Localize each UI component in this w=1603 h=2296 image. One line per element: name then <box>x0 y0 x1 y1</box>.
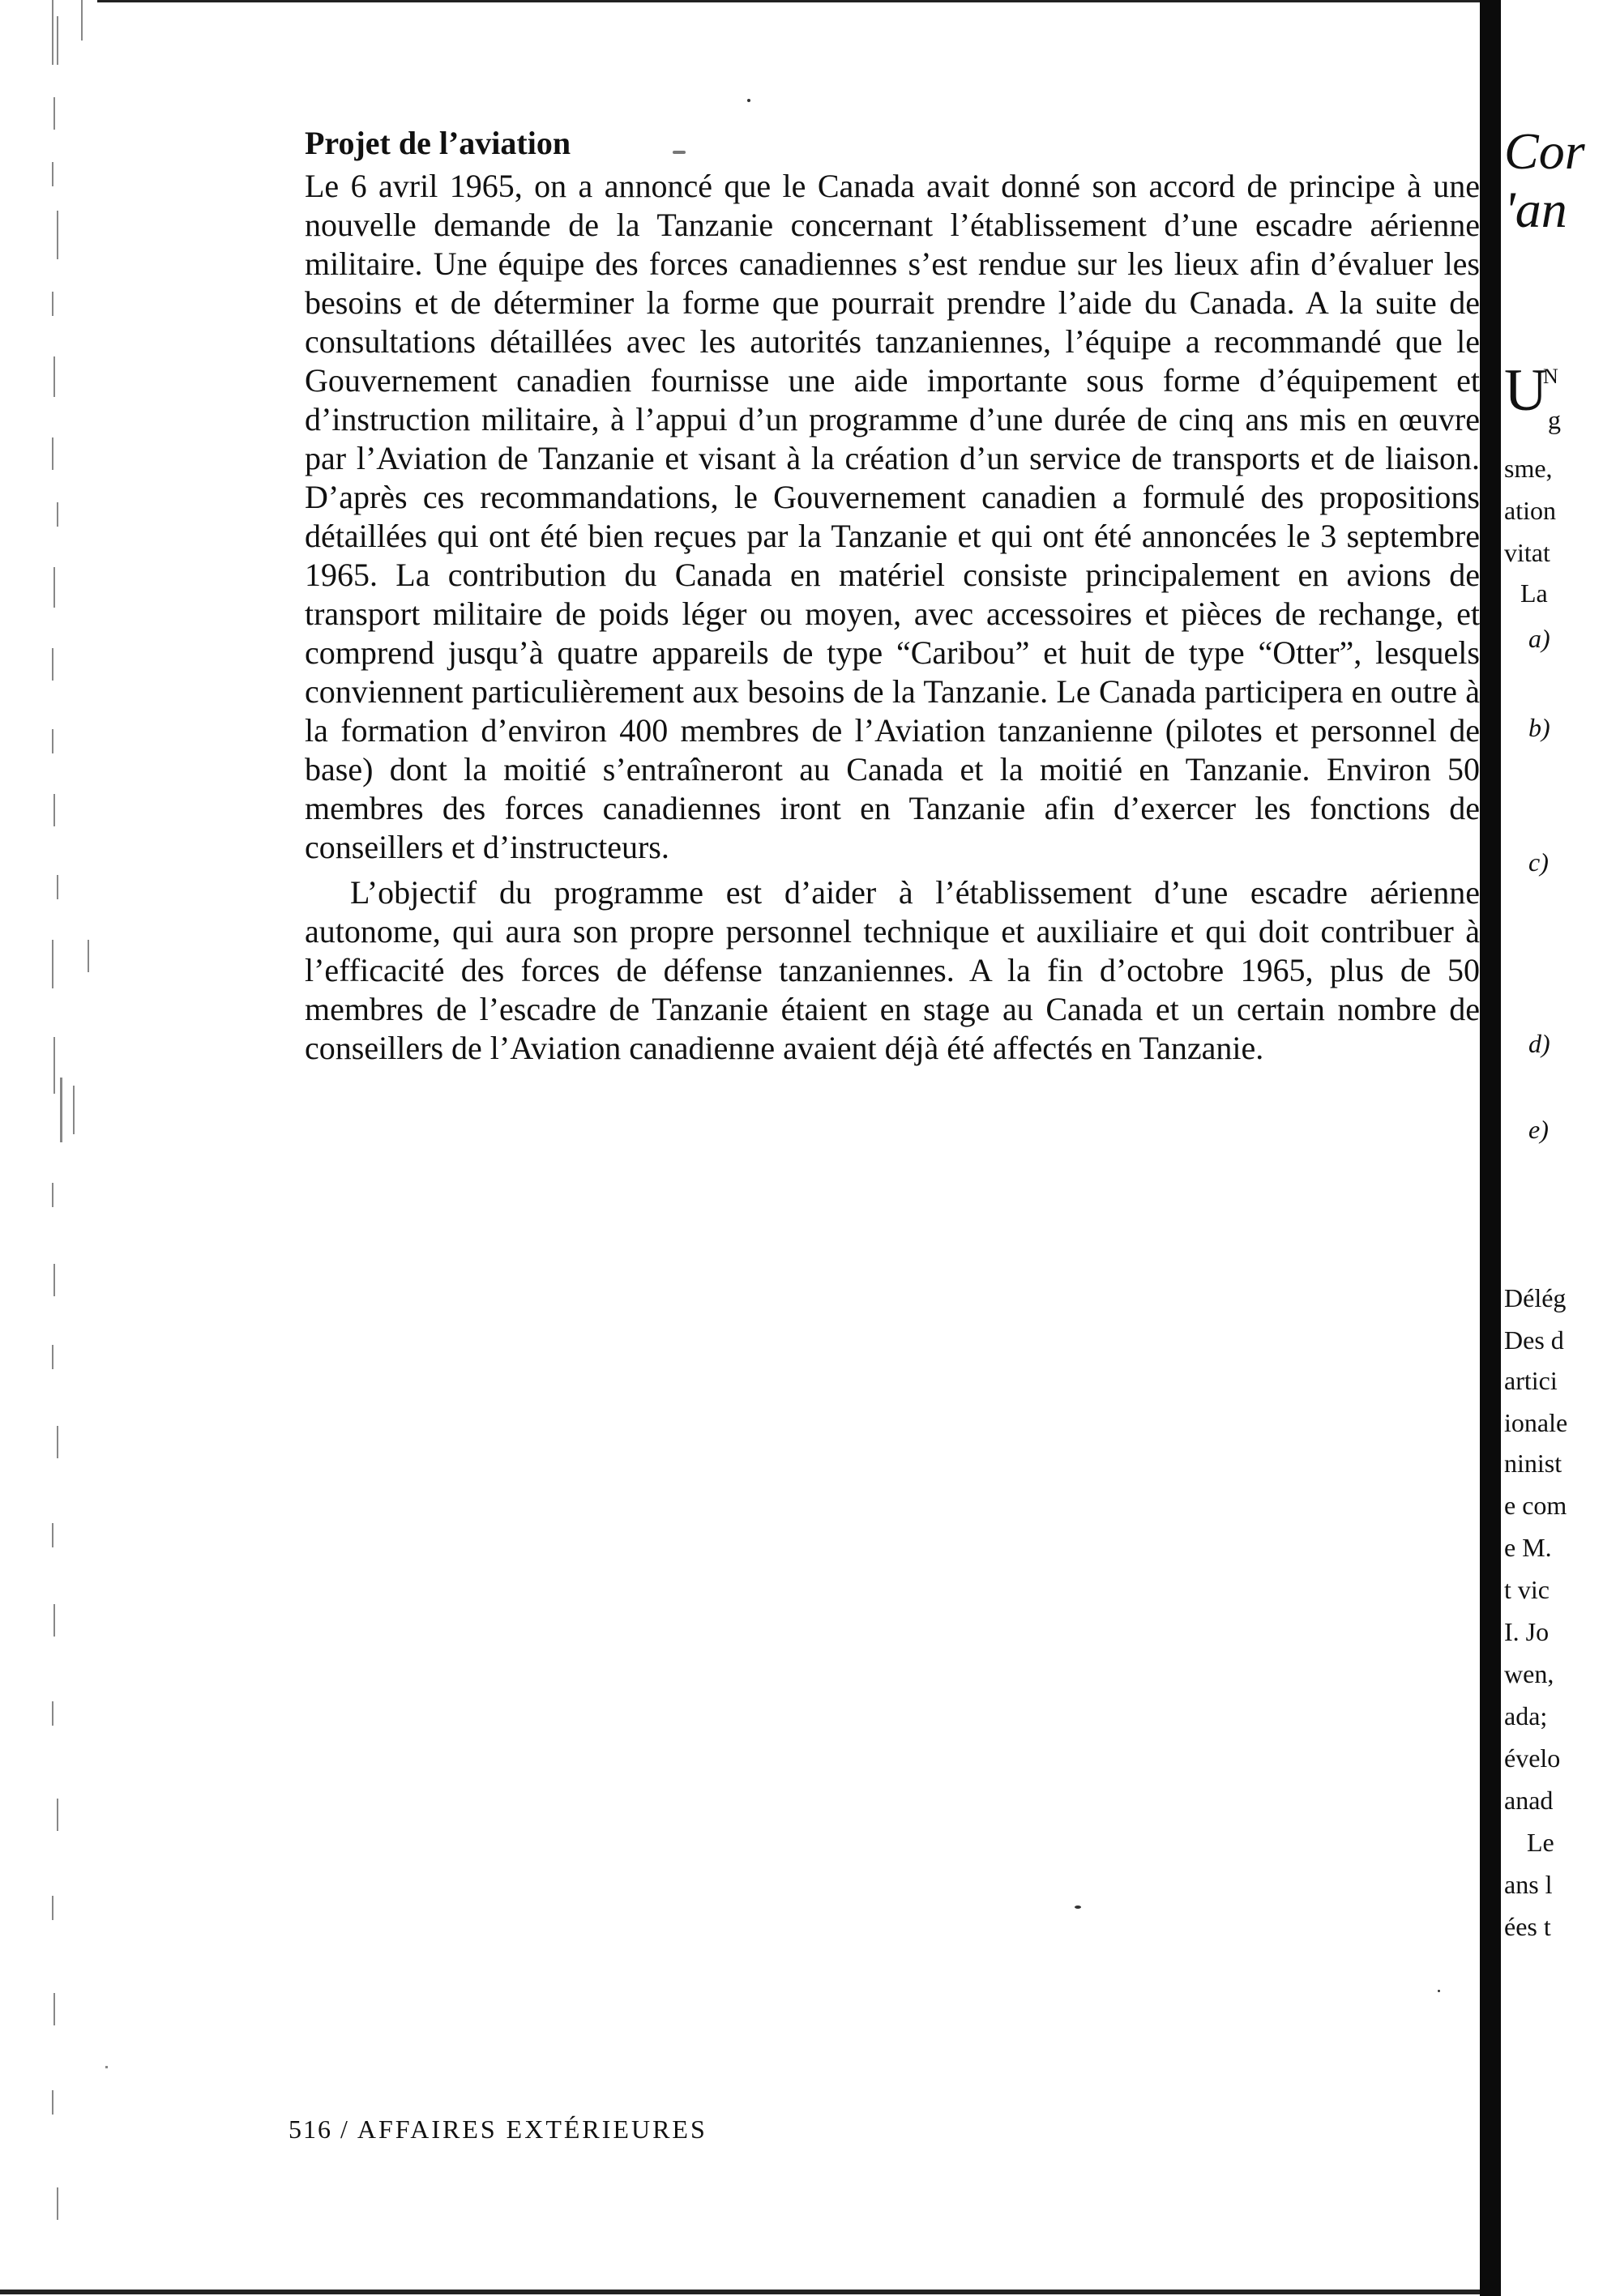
article-body <box>305 122 1480 1068</box>
facing-block-line: ada; <box>1504 1701 1548 1731</box>
page-number: 516 <box>289 2115 332 2144</box>
facing-item-b: b) <box>1528 713 1550 742</box>
facing-title-line-1: Cor <box>1504 122 1585 180</box>
book-spine-shadow <box>1480 0 1501 2296</box>
folio-separator: / <box>340 2115 349 2144</box>
facing-block-line: wen, <box>1504 1659 1554 1688</box>
facing-dropcap-after: N <box>1543 365 1558 388</box>
facing-block-line: I. Jo <box>1504 1617 1550 1646</box>
scan-speck <box>747 99 750 102</box>
paragraph-1: Le 6 avril 1965, on a annoncé que le Canada avait donné son accord de principe à une nouvelle demande de la Tanzanie concernant l’établissement d’une escadre aérienne militaire. Une équipe des forces canadiennes s’est rendue sur les lieux afin d’évaluer les besoins et de déterminer la forme que pourrait prendre l’aide du Canada. A la suite de consultations détaillées avec les autorités tanzaniennes, l’équipe a recommandé que le Gouvernement canadien fournisse une aide importante sous forme d’équipement et d’instruction militaire, à l’appui d’un programme d’une durée de cinq ans mis en œuvre par l’Aviation de Tanzanie et visant à la création d’un service de transports et de liaison. D’après ces recommandations, le Gouvernement canadien a formulé des propositions détaillées qui ont été bien reçues par la Tanzanie et qui ont été annoncées le 3 septembre 1965. La contribution du Canada en matériel consiste principalement en avions de transport militaire de poids léger ou moyen, avec accessoires et pièces de rechange, et comprend jusqu’à quatre appareils de type “Caribou” et huit de type “Otter”, lesquels conviennent particulièrement aux besoins de la Tanzanie. Le Canada participera en outre à la formation d’environ 400 membres de l’Aviation tanzanienne (pilotes et personnel de base) dont la moitié s’entraîneront au Canada et la moitié en Tanzanie. Environ 50 membres des forces canadiennes iront en Tanzanie afin d’exercer les fonctions de conseillers et d’instructeurs. <box>305 168 1480 865</box>
facing-block-line: évelo <box>1504 1743 1561 1773</box>
facing-block-line: ionale <box>1504 1408 1568 1437</box>
facing-title-line-2: 'an <box>1504 181 1567 238</box>
facing-page-edge <box>1480 0 1585 2296</box>
facing-block-line: ninist <box>1504 1449 1562 1478</box>
publication-title: AFFAIRES EXTÉRIEURES <box>357 2115 707 2144</box>
facing-item-a: a) <box>1528 624 1550 653</box>
facing-line-4: La <box>1520 578 1548 608</box>
facing-line-1: sme, <box>1504 454 1553 483</box>
facing-block-line: Des d <box>1504 1325 1564 1355</box>
facing-block-line: artici <box>1504 1366 1558 1395</box>
facing-block-line: Le <box>1527 1828 1554 1857</box>
facing-item-e: e) <box>1528 1115 1549 1144</box>
facing-line-3: vitat <box>1504 538 1550 567</box>
bottom-rule <box>0 2290 1564 2294</box>
facing-block-line: e com <box>1504 1491 1567 1520</box>
facing-block-line: Délég <box>1504 1283 1567 1312</box>
facing-block-line: ées t <box>1504 1912 1551 1941</box>
facing-block-line: t vic <box>1504 1575 1550 1604</box>
facing-block-line: ans l <box>1504 1870 1553 1899</box>
facing-line-2: ation <box>1504 496 1556 525</box>
scan-gutter-artifacts <box>0 0 113 2296</box>
scan-speck <box>1438 1990 1440 1992</box>
facing-item-c: c) <box>1528 847 1549 877</box>
facing-item-d: d) <box>1528 1029 1550 1058</box>
facing-block-line: anad <box>1504 1786 1554 1815</box>
paragraph-2: L’objectif du programme est d’aider à l’établissement d’une escadre aérienne autonome, qui aura son propre personnel technique et auxiliaire et qui doit contribuer à l’efficacité des forces de défense tanzaniennes. A la fin d’octobre 1965, plus de 50 membres de l’escadre de Tanzanie étaient en stage au Canada et un certain nombre de conseillers de l’Aviation canadienne avaient déjà été affectés en Tanzanie. <box>305 874 1480 1066</box>
top-rule <box>97 0 1483 2</box>
page-footer <box>289 2115 707 2144</box>
section-heading: Projet de l’aviation <box>305 125 571 161</box>
scan-speck <box>1075 1906 1081 1909</box>
facing-line-g: g <box>1548 405 1561 434</box>
facing-block-line: e M. <box>1504 1533 1552 1562</box>
facing-dropcap: U <box>1504 357 1548 424</box>
